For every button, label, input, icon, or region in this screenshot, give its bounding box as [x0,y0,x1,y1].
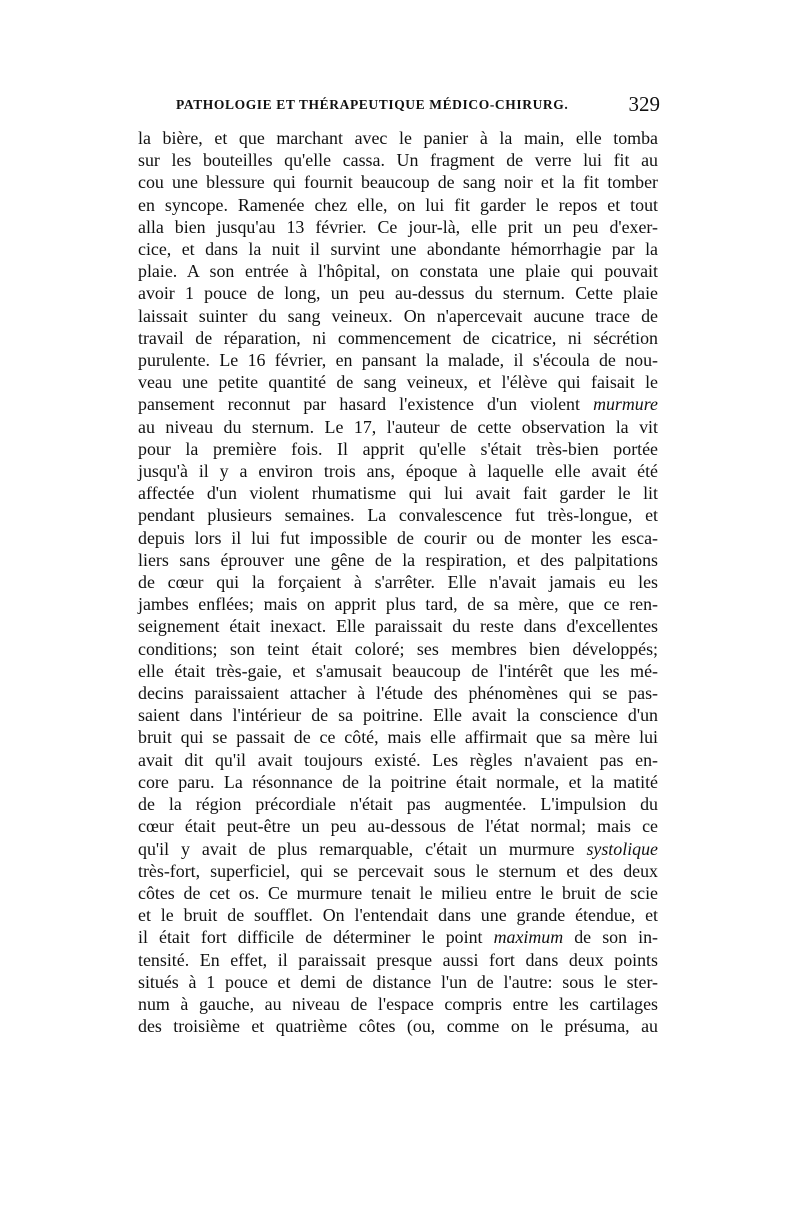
text-line: laissait suinter du sang veineux. On n'apercevait aucune trace de [138,305,658,326]
text-line: conditions; son teint était coloré; ses membres bien développés; [138,638,658,659]
text-line: des troisième et quatrième côtes (ou, comme on le présuma, au [138,1016,658,1037]
text-line: pour la première fois. Il apprit qu'elle s'était très-bien portée [138,438,658,459]
running-head: PATHOLOGIE ET THÉRAPEUTIQUE MÉDICO-CHIRURG. [176,97,569,112]
text-line: cœur était peut-être un peu au-dessous de l'état normal; mais ce [138,816,658,837]
text-line: core paru. La résonnance de la poitrine était normale, et la matité [138,771,658,792]
text-line: alla bien jusqu'au 13 février. Ce jour-là, elle prit un peu d'exer- [138,216,658,237]
text-line: cice, et dans la nuit il survint une abondante hémorrhagie par la [138,239,658,260]
text-line: de la région précordiale n'était pas augmentée. L'impulsion du [138,794,658,815]
text-line: au niveau du sternum. Le 17, l'auteur de cette observation la vit [138,416,658,437]
text-line: très-fort, superficiel, qui se percevait sous le sternum et des deux [138,860,658,881]
text-line: jusqu'à il y a environ trois ans, époque à laquelle elle avait été [138,461,658,482]
body-paragraph [138,127,658,1037]
text-line: cou une blessure qui fournit beaucoup de sang noir et la fit tomber [138,172,658,193]
text-line: la bière, et que marchant avec le panier à la main, elle tomba [138,128,658,148]
text-line: seignement était inexact. Elle paraissait du reste dans d'excellentes [138,616,658,637]
text-line: situés à 1 pouce et demi de distance l'un de l'autre: sous le ster- [138,971,658,992]
text-line: avait dit qu'il avait toujours existé. Les règles n'avaient pas en- [138,749,658,770]
text-line: jambes enflées; mais on apprit plus tard, de sa mère, que ce ren- [138,594,658,615]
text-line: affectée d'un violent rhumatisme qui lui avait fait garder le lit [138,483,658,504]
italic-word: maximum [493,927,564,948]
italic-word: murmure [593,394,658,415]
text-line: purulente. Le 16 février, en pansant la malade, il s'écoula de nou- [138,350,658,371]
text-segment: il était fort difficile de déterminer le point [138,927,494,948]
text-line: elle était très-gaie, et s'amusait beaucoup de l'intérêt que les mé- [138,660,658,681]
text-line: sur les bouteilles qu'elle cassa. Un fragment de verre lui fit au [138,150,658,171]
text-segment: pansement reconnut par hasard l'existence d'un violent [138,394,594,415]
text-line: pendant plusieurs semaines. La convalescence fut très-longue, et [138,505,658,526]
text-line: liers sans éprouver une gêne de la respiration, et des palpitations [138,549,658,570]
text-line [138,393,658,415]
text-line: avoir 1 pouce de long, un peu au-dessus du sternum. Cette plaie [138,283,658,304]
italic-word: systolique [586,838,658,859]
text-line: decins paraissaient attacher à l'étude des phénomènes qui se pas- [138,683,658,704]
text-segment: qu'il y avait de plus remarquable, c'était un murmure [138,838,587,859]
text-line: veau une petite quantité de sang veineux, et l'élève qui faisait le [138,372,658,393]
text-line: et le bruit de soufflet. On l'entendait dans une grande étendue, et [138,905,658,926]
text-line: en syncope. Ramenée chez elle, on lui fit garder le repos et tout [138,194,658,215]
text-line: de cœur qui la forçaient à s'arrêter. Elle n'avait jamais eu les [138,572,658,593]
text-segment: de son in- [563,927,658,948]
page-header [138,94,658,122]
text-line: côtes de cet os. Ce murmure tenait le milieu entre le bruit de scie [138,882,658,903]
text-line: travail de réparation, ni commencement de cicatrice, ni sécrétion [138,327,658,348]
text-line [138,838,658,860]
text-line: saient dans l'intérieur de sa poitrine. Elle avait la conscience d'un [138,705,658,726]
text-line: bruit qui se passait de ce côté, mais elle affirmait que sa mère lui [138,727,658,748]
text-line: plaie. A son entrée à l'hôpital, on constata une plaie qui pouvait [138,261,658,282]
text-line: depuis lors il lui fut impossible de courir ou de monter les esca- [138,527,658,548]
page-number: 329 [628,92,660,116]
text-line: num à gauche, au niveau de l'espace compris entre les cartilages [138,993,658,1014]
text-line: tensité. En effet, il paraissait presque aussi fort dans deux points [138,949,658,970]
text-line [138,926,658,948]
